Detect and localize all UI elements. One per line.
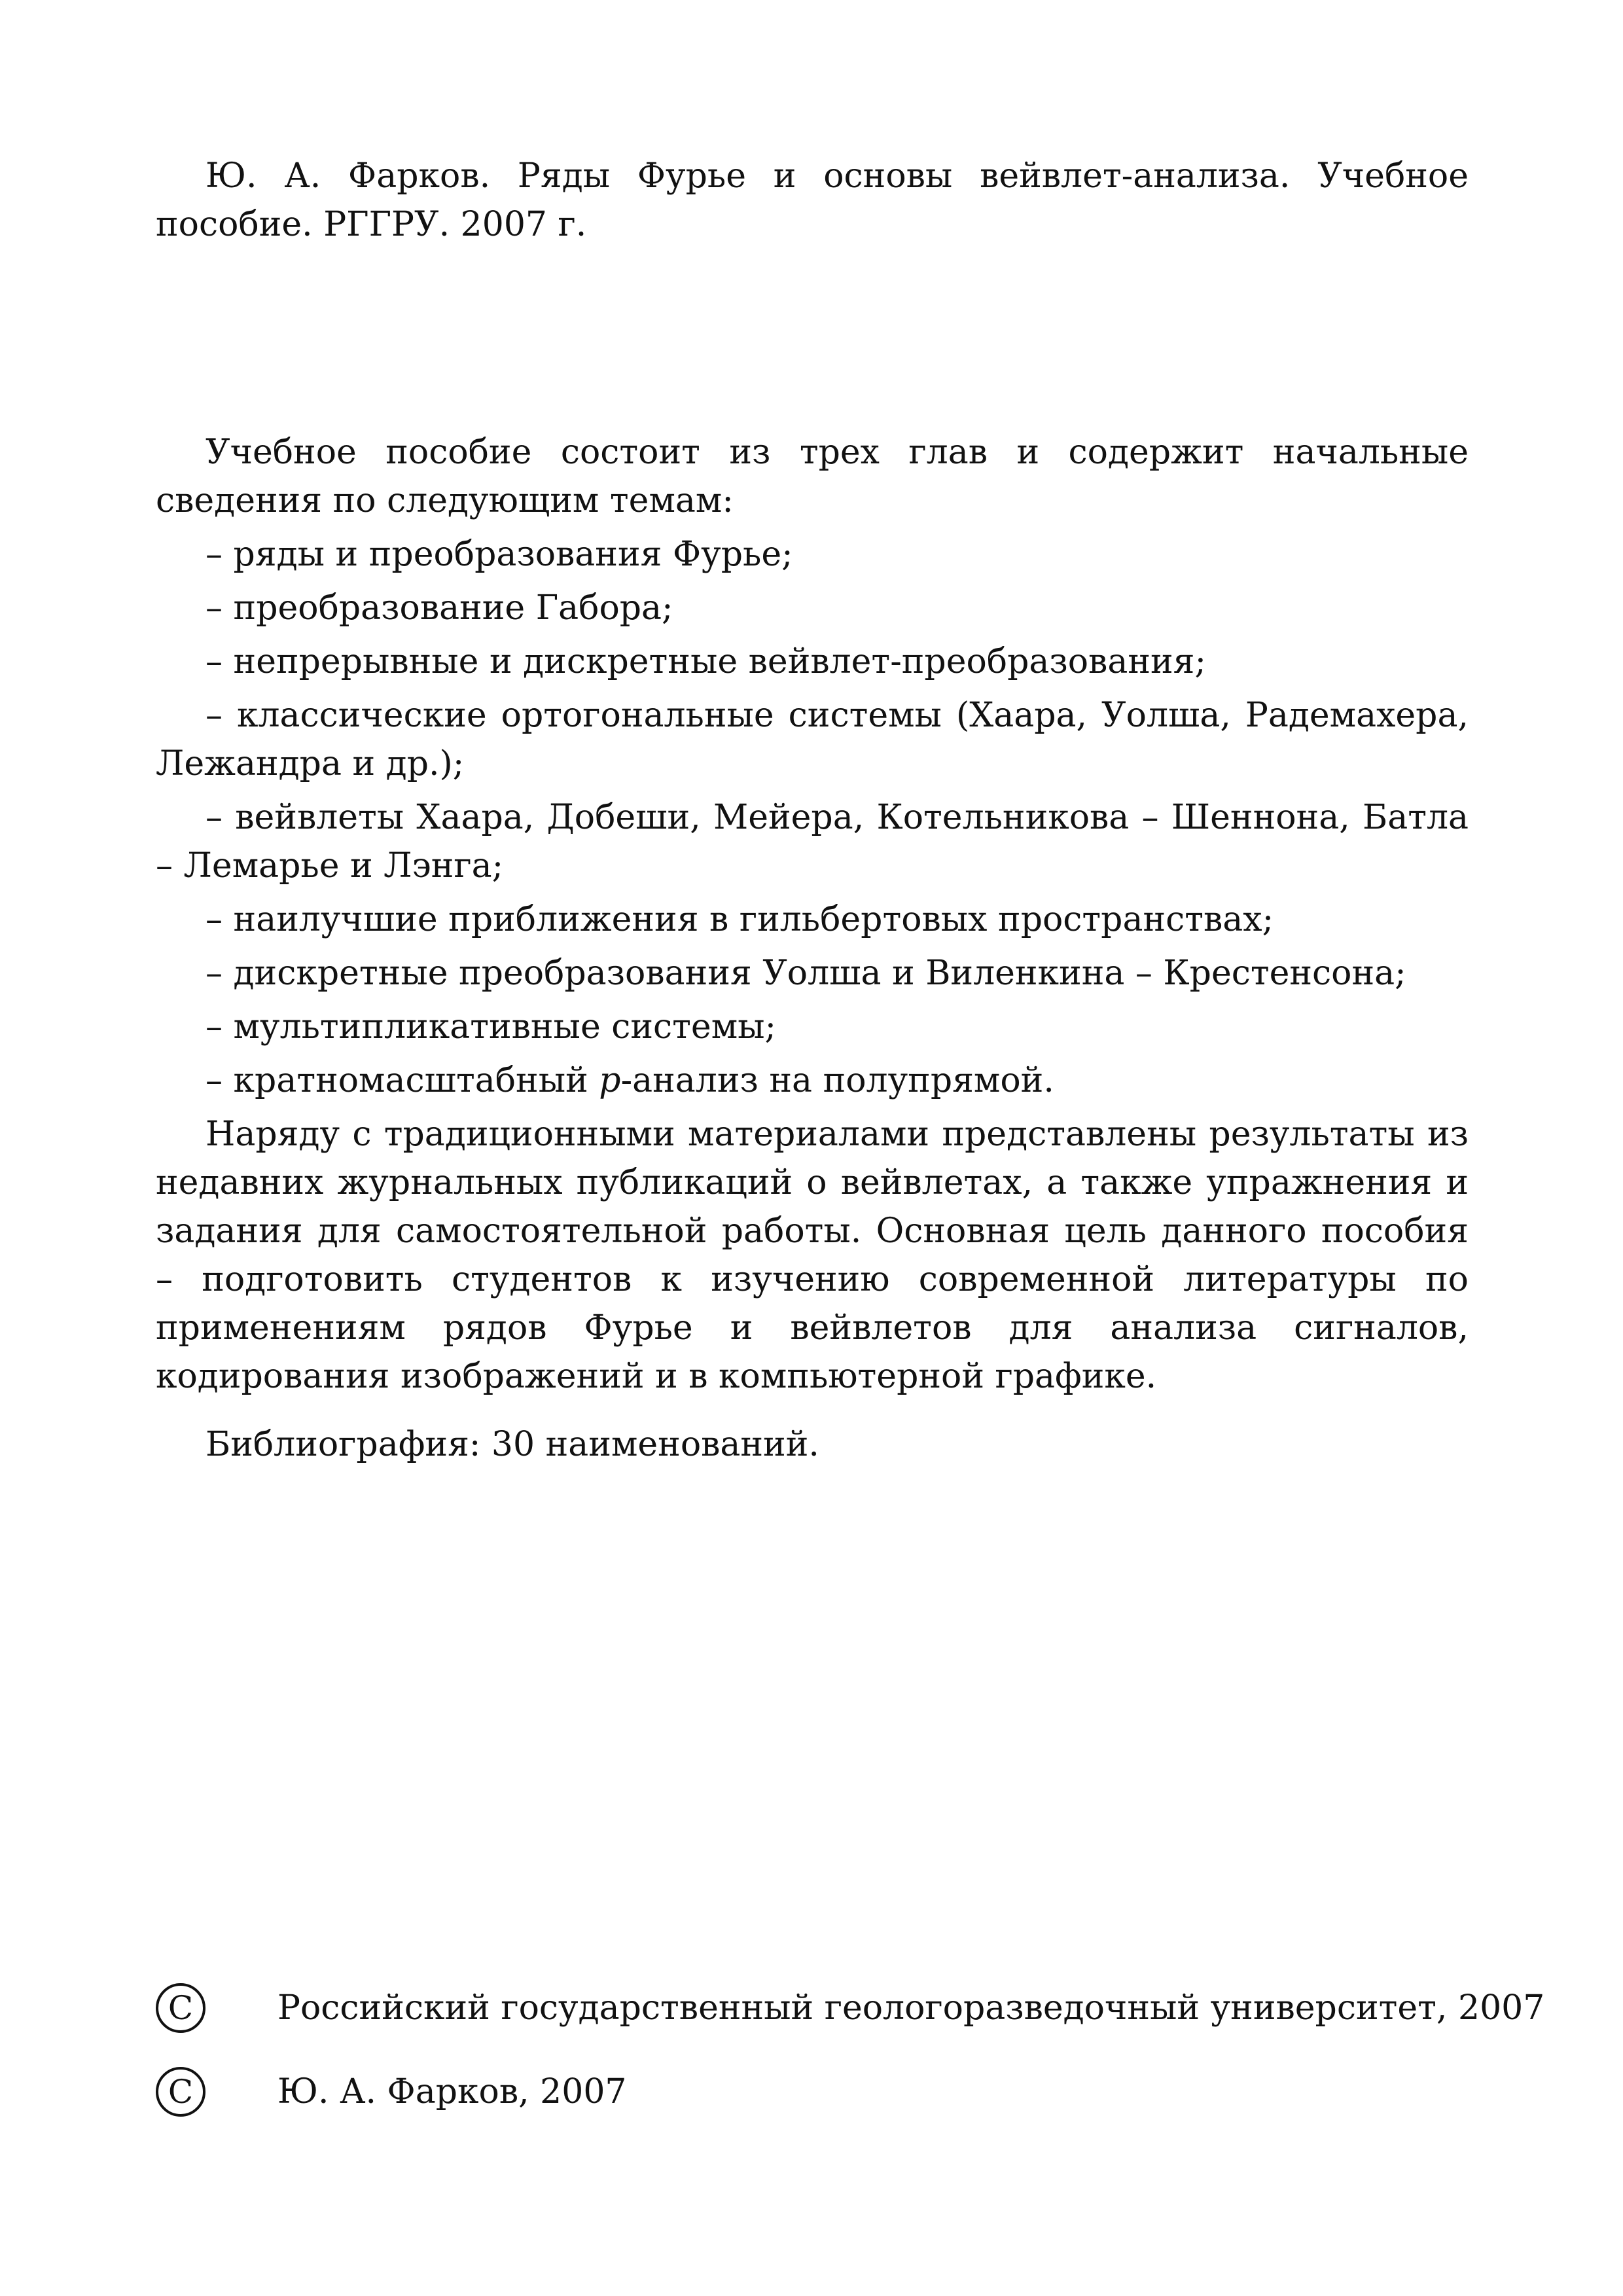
copyright-holder: Ю. А. Фарков, 2007 [277,2072,627,2111]
copyright-icon: C [156,1983,205,2033]
topic-item: – мультипликативные системы; [205,1007,777,1047]
bibliographic-citation: Ю. А. Фарков. Ряды Фурье и основы вейвлет-анализа. Учебное пособие. РГГРУ. 2007 г. [156,156,1469,244]
topic-item: – классические ортогональные системы (Хаара, Уолша, Радемахера, Лежандра и др.); [156,696,1469,783]
topic-item: – непрерывные и дискретные вейвлет-преобразования; [205,642,1206,681]
topic-item: – вейвлеты Хаара, Добеши, Мейера, Котельникова – Шеннона, Батла – Лемарье и Лэнга; [156,798,1469,886]
copyright-line [156,1977,1545,2039]
topic-item: – наилучшие приближения в гильбертовых пространствах; [205,900,1274,939]
bibliography-count: Библиография: 30 наименований. [205,1425,819,1464]
abstract-summary: Наряду с традиционными материалами представлены результаты из недавних журнальных публикаций о вейвлетах, а также упражнения и задания для самостоятельной работы. Основная цель данного пособия – подготовить студентов к изучению современной литературы по применениям рядов Фурье и вейвлетов для анализа сигналов, кодирования изображений и в компьютерной графике. [156,1115,1469,1396]
abstract-intro: Учебное пособие состоит из трех глав и содержит начальные сведения по следующим темам: [156,433,1469,520]
topic-item-last [156,1056,1469,1105]
topic-item: – дискретные преобразования Уолша и Виленкина – Крестенсона; [205,954,1406,993]
math-variable-p: p [599,1061,621,1100]
abstract [156,428,1469,1469]
topic-item: – ряды и преобразования Фурье; [205,535,793,574]
topic-text-prefix: – кратномасштабный [205,1061,599,1100]
copyright-line [156,2060,1469,2123]
topic-item: – преобразование Габора; [205,588,673,628]
copyright-holder: Российский государственный геологоразведочный университет, 2007 [277,1988,1545,2028]
copyright-icon: C [156,2067,205,2117]
topic-text-suffix: -анализ на полупрямой. [620,1061,1054,1100]
